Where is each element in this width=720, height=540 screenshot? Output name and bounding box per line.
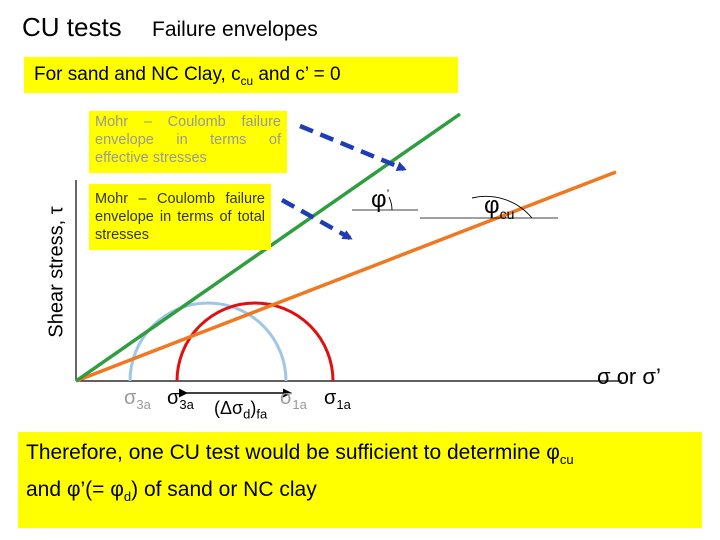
phi-effective-label: [371, 188, 389, 212]
phi-effective-mark: ’: [386, 187, 390, 201]
sigma1-total-symbol: σ: [324, 387, 337, 409]
deviator-post: ): [250, 398, 257, 418]
conclusion-line-2-post: ) of sand or NC clay: [131, 478, 317, 502]
conclusion-line-2-pre: and φ’(= φ: [26, 478, 124, 502]
note-effective-envelope: Mohr – Coulomb failure envelope in terms of effective stresses: [89, 111, 287, 173]
total-mohr-circle: [177, 303, 333, 381]
phi-cu-sub: cu: [499, 205, 515, 222]
sigma1-effective-sub: 1a: [292, 397, 307, 412]
phi-effective-arc: [389, 197, 392, 210]
note-total-envelope: Mohr – Coulomb failure envelope in terms of total stresses: [89, 184, 271, 250]
sigma3-total-sub: 3a: [179, 397, 194, 412]
sigma3-total-symbol: σ: [167, 387, 180, 409]
subtitle-rest: and c’ = 0: [253, 64, 341, 85]
x-axis-label: σ or σ’: [597, 364, 661, 389]
conclusion-line-2-sub: d: [123, 489, 132, 505]
conclusion-line-1-sub: cu: [559, 452, 574, 468]
deviator-sub2: fa: [256, 406, 268, 422]
conclusion-line-1-text: Therefore, one CU test would be sufficient to determine φ: [26, 441, 560, 464]
subtitle-text: For sand and NC Clay, c: [34, 64, 241, 85]
sigma1-effective-label: [280, 388, 307, 411]
phi-effective-symbol: φ: [371, 186, 387, 213]
sigma1-total-sub: 1a: [336, 397, 351, 412]
deviator-sub1: d: [243, 406, 251, 422]
phi-cu-label: [484, 194, 514, 221]
y-axis-label: Shear stress, τ: [45, 206, 68, 338]
sigma3-total-label: [167, 388, 194, 411]
sigma3-effective-label: [124, 388, 151, 411]
effective-pointer-arrow: [300, 126, 404, 169]
deviator-stress-label: [214, 399, 267, 421]
sigma1-effective-symbol: σ: [280, 387, 293, 409]
conclusion-line-1: [26, 438, 694, 475]
page-subtitle: Failure envelopes: [152, 18, 318, 41]
conclusion-line-2: [26, 475, 694, 512]
sigma1-total-label: [324, 388, 351, 411]
effective-mohr-circle: [130, 303, 286, 381]
phi-cu-symbol: φ: [484, 192, 500, 219]
deviator-pre: (Δσ: [214, 398, 244, 418]
page-title: CU tests: [22, 12, 122, 42]
sigma3-effective-sub: 3a: [136, 397, 151, 412]
subtitle-sub: cu: [240, 74, 254, 88]
conclusion-banner: [18, 432, 702, 528]
sigma3-effective-symbol: σ: [124, 387, 137, 409]
